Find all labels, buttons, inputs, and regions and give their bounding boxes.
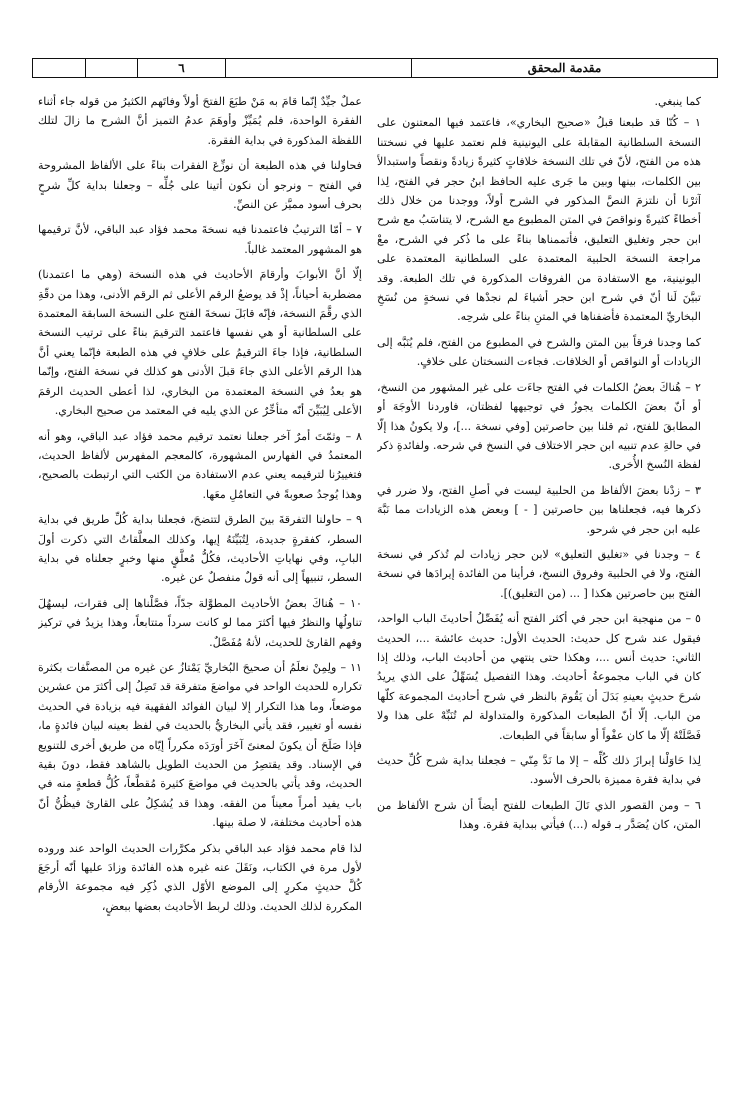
paragraph: كما ينبغي. bbox=[654, 95, 701, 108]
paragraph: عملٌ جيِّدٌ إنّما قامَ به مَنْ طبَعَ الفتحَ أولاً وفاتَهم الكثيرُ من قوله جاء أثناء الفقرة الواحدة، فلم يُمَيِّزْ وأوهَمَ عدمُ التميز أنَّ الشرح ما زالَ لتلك اللفظة المذكورة في بداية الفقرة. bbox=[38, 95, 362, 147]
header-blank-cell bbox=[225, 59, 411, 77]
left-text-column bbox=[38, 92, 362, 1097]
page-number: ٦ bbox=[137, 59, 225, 77]
paragraph: كما وجدنا فرقاً بين المتن والشرح في المطبوع من الفتح، فلم يُنَبَّه إلى الزيادات أو النواقص أو الخلافات. فجاءت النسختان على خلافٍ. bbox=[377, 335, 701, 369]
paragraph: ٦ – ومن القصور الذي نَالَ الطبعات للفتح أيضاً أن شرح الألفاظ من المتن، كان يُصَدَّر بـ قوله (...) فيأتي ببداية فقرة. وهذا bbox=[377, 798, 701, 832]
paragraph: ٢ – هُناكَ بعضُ الكلمات في الفتح جاءَت على غير المشهور من النسخ، أو أنّ بعضَ الكلمات يجوزُ في توجيهها لفظتان، فاوردنا الأوجَهَ أو المطابقَ للفتح، ثم قلنا بين حاصرتين [وفي نسخة ...]، ولا يكونُ هذا إلّا في حالةِ عدم تنبيه ابن حجر الاختلاف في النسخ في شرحه. ولفائدةِ ذكر لفظة النُسخ الأُخرى. bbox=[377, 380, 701, 472]
header-blank-cell bbox=[33, 59, 85, 77]
paragraph: فحاولنا في هذه الطبعة أن نوزِّعَ الفقرات بناءً على الألفاظ المشروحة في الفتح – ونرجو أن نكون أتينا على جُلِّه – وجعلنا بداية كلِّ شرحٍ بحرف أسود مميَّز عن النصِّ. bbox=[38, 159, 362, 212]
paragraph: ٥ – من منهجية ابن حجر في أكثر الفتح أنه يُفَصِّلُ أحاديثَ الباب الواحد، فيقول عند شرح كل حديث: الحديث الأول: حديث عائشة ...، الحديث الثاني: حديث أنس ...، وهكذا حتى ينتهي من أحاديث الباب، وذلك إذا كان في الباب مجموعةُ أحاديث. وهذا التفصيل يُسَهِّلُ على الذي يريدُ شرحَ حديثٍ بعينهِ بَدَلَ أن يَقُومَ بالنظر في شرح أحاديث المجموعة كلّها من الباب. إلّا أنّ الطبعات المذكورة والمتداولة لم تُنَبِّهْ على هذا ولا فَصَّلَتْهُ إلّا ما كان عفْواً أو سابقاً في الطبعات. bbox=[377, 612, 701, 742]
paragraph: ٧ – أمّا الترتيبُ فاعتمدنا فيه نسخةَ محمد فؤاد عبد الباقي، لأنَّ ترقيمها هو المشهور المعتمد غالباً. bbox=[38, 223, 362, 256]
paragraph: ١١ – ولِمِنْ نعلَمُ أن صحيحَ البُخاريِّ يَمْتازُ عن غيره من المصنَّفات بكثرة تكراره للحديث الواحد في مواضعَ متفرقة قد تَصِلُ إلى أكثرَ من عشرين موضعاً، وما هذا التكرار إلا لبيان الفوائد الفقهية فيه بزيادة في الحديث نفسه أو تغيير، فقد يأتي البخاريُّ بالحديث في لفظ بعينه لبيان فائدةٍ ما، فإذا صَلَحَ أن يكونَ لمعنىً آخَرَ أورَدَه مكرراً إيّاه من طريق أخرى للتنويع في الإسناد. وقد يقتصِرُ من الحديث الطويل بالشاهد فقط، دونَ بقية الحديث، وقد يأتي بالحديث في مواضعَ كثيرة مُقطَّعاً، كُلُّ قطعةٍ منه في باب يفيد أمراً معيناً من الفقه. وهذا قد يُشكِلُ على القارئ فيظُنُّ أنّ هذه أحاديث مختلفة، لا صلة بينها. bbox=[38, 660, 362, 830]
paragraph: ٤ – وجدنا في «تغليق التعليق» لابن حجر زيادات لم تُذكر في نسخة الفتح، ولا في الحلبية وفروق النسخ، فرأينا من الفائدة إيرادَها في نسخة الفتح بين حاصرتين هكذا [ ... (من التغليق)]. bbox=[377, 547, 701, 600]
paragraph: إلّا أنَّ الأبوابَ وأرقامَ الأحاديث في هذه النسخة (وهي ما اعتمدنا) مضطربة أحياناً، إذْ قد يوضعُ الرقم الأعلى ثم الرقم الأدنى، وهذا من دقّةِ الذي رقَّمَ النسخة، فإنّه قابَلَ نسخةَ الفتح على النسخة السابقة المعتمدة على السلطانية أو هي نفسها فاعتمد الترقيمَ بناءً على ترتيب النسخة السلطانية، فإذا جاءَ الترقيمُ على خلافٍ في هذه الطبعة فإنّما يعني أنَّ هذا الرقم الأعلى الذي جاءَ قبلَ الأدنى هو كذلك في نسخة الفتح، وإنّما هو بعدُ في النسخة المعتمدة من البخاري، لذا أعطى الحديث الرقمَ الأعلى لِيُبَيِّنَ أنّه متأخِّرٌ عن الذي يليه في المعتمد من صحيح البخاري. bbox=[38, 268, 362, 418]
paragraph: ٩ – حاولنا التفرقةَ بينَ الطرق لتتضحَ، فجعلنا بداية كُلِّ طريق في بداية السطر، كفقرةٍ جديدة، لِتُبَيِّنَهُ إيها، وكذلك المعلَّقاتُ التي ذكرت أولَ البابِ، وفي نهاياتِ الأحاديث، فكُلُّ مُعلَّقٍ منها وخبرٍ جعلناه في بداية السطر، تنبيهاً إلى أنه قولٌ منفصلٌ عن غيره. bbox=[38, 513, 362, 585]
right-text-column bbox=[377, 92, 701, 1097]
paragraph: لذا قام محمد فؤاد عبد الباقي بذكر مكرَّرات الحديث الواحد عند وروده لأول مرة في الكتاب، ونَقَلَ عنه غيره هذه الفائدة وزادَ عليها أنّه أرجَعَ كُلَّ حديثٍ مكررٍ إلى الموضع الأوّل الذي ذُكِر فيه مجموعة الأرقام المكررة لذلك الحديث. وذلك لربط الأحاديث بعضها ببعضٍ، bbox=[38, 841, 362, 913]
paragraph: لِذا حَاوَلْنا إبرازَ ذلك كُلِّه – إلا ما نَدَّ مِنّي – فجعلنا بداية شرح كُلِّ حديث في بداية فقرة مميزة بالحرف الأسود. bbox=[377, 754, 701, 787]
paragraph: ١ – كُنّا قد طبعنا قبلُ «صحيح البخاري»، فاعتمد فيها المعتنون على النسخة السلطانية المقابلة على اليونينية فلم نعتمد عليها في نسختنا هذه من الفتح، لأنّ في تلك النسخة خلافاتٍ كثيرةً زيادةً ونقصاً واستبدالاً بين الكلمات، بينها وبين ما جَرى عليه الحافظ ابنُ حجر في الفتح، لِذا آثرْنا أن نلتزمَ النصَّ المذكور في الشرح أولاً، ووجدنا من خلال ذلك أخطاءً كثيرةً ونواقصَ في المتن المطبوع مع الشرح، لا يتناسَبُ مع شرح ابن حجر وتغليق التعليق، فأتممناها بناءً على ما ذُكر في الشرح، معْ مراجعة النسخة الحلبية المعتمدة على السلطانية المعتمدة على اليونينية، مع الاستفادة من الفروقات المذكورة في تلك الطبعة. وقد تبيَّنَ لَنا أنّ في شرح ابن حجر أشياءَ لم نجدْها في نسخةٍ من نُسَخِ البخاريِّ المعتمدة فأضفناها في المتنِ بناءً على شرحِه. bbox=[377, 116, 701, 324]
paragraph: ٣ – زدْنا بعضَ الألفاظ من الحلبية ليست في أصلِ الفتح، ولا ضرر في ذكرها فيه، فجعلناها بين حاصرتين [ - ] وبعض هذه الزيادات مما نَبَّهَ عليه ابن حجر في شرحو. bbox=[377, 483, 701, 536]
paragraph: ٨ – وثمّتَ أمرٌ آخر جعلنا نعتمد ترقيم محمد فؤاد عبد الباقي، وهو أنه المعتمدُ في الفهارس المشهورة، كالمعجم المفهرس لألفاظ الحديث، فتغييرُنا لترقيمه يعني عدم الاستفادة من الكتب التي ارتبطت بالصحيح، وهذا يُوجدُ صعوبةً في التعامُلِ معَها. bbox=[38, 429, 362, 501]
page-header bbox=[32, 58, 718, 78]
header-title: مقدمة المحقق bbox=[411, 59, 717, 77]
paragraph: ١٠ – هُناكَ بعضُ الأحاديث المطوَّلة جدّاً، فصَّلْناها إلى فقرات، ليسهُلَ تناولُها والنظرُ فيها أكثرَ مما لو كانت سرداً متتابعاً، وهذا يزيدُ في تركيز وفهم القارئ للحديث، لأنهُ مُفَصَّلٌ. bbox=[38, 596, 362, 649]
header-blank-cell bbox=[85, 59, 137, 77]
